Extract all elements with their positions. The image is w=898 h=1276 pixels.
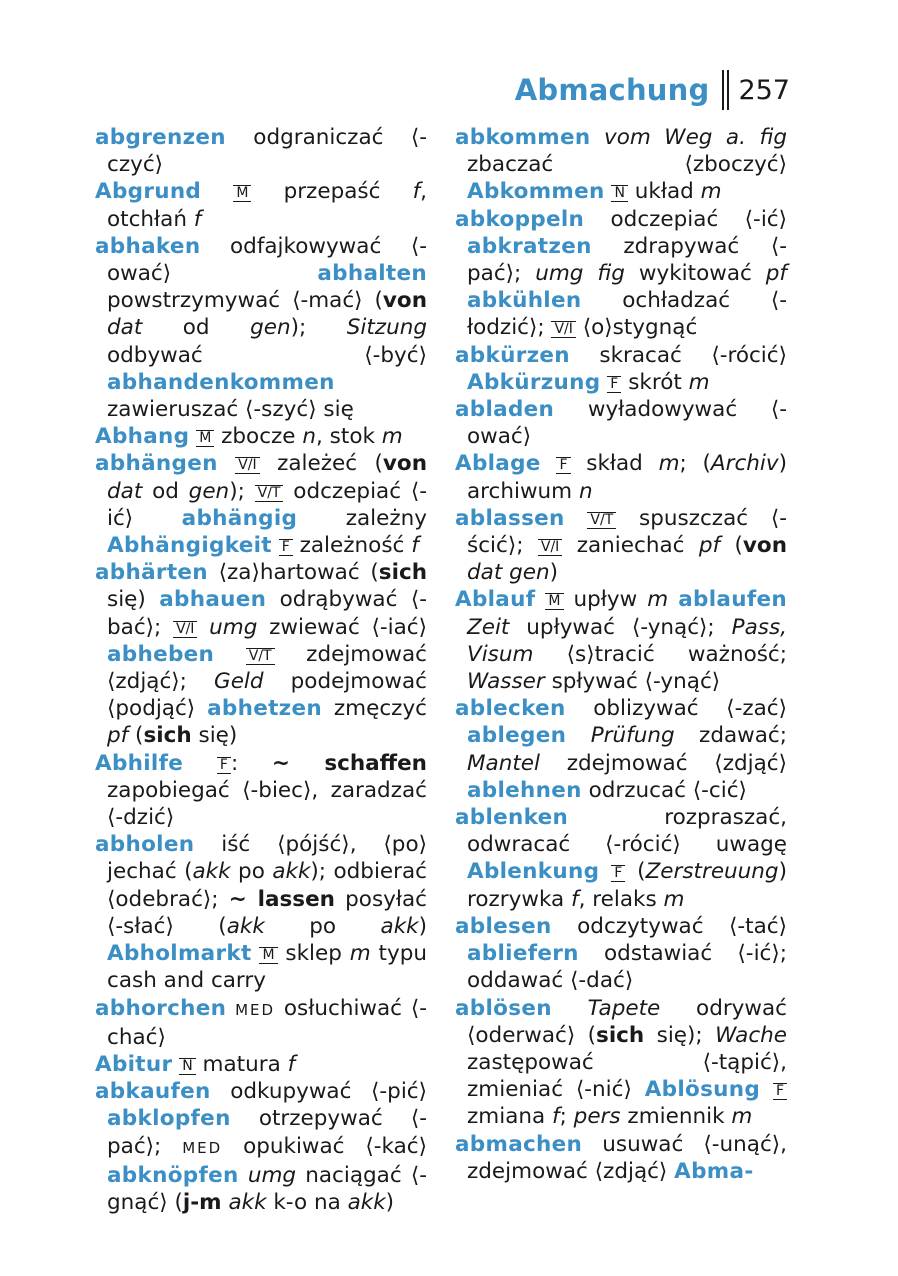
dictionary-entry — [95, 178, 427, 232]
definition-text: przepaść — [251, 179, 413, 205]
definition-text: sklep — [277, 941, 350, 967]
definition-text: zmiennik — [620, 1104, 732, 1130]
headword: abliefern — [467, 941, 579, 967]
headword: ablegen — [467, 723, 567, 749]
italic-text: umg — [247, 1162, 297, 1188]
italic-text: f — [412, 179, 421, 205]
dictionary-entry — [455, 1131, 787, 1185]
headword: abhauen — [159, 587, 267, 613]
italic-text: Zerstreuung — [645, 859, 779, 885]
headword: abknöpfen — [107, 1162, 239, 1188]
italic-text: n — [578, 478, 593, 504]
definition-text: zdejmować ⟨zdjąć⟩ — [539, 750, 787, 776]
definition-text: zbaczać ⟨zboczyć⟩ — [467, 152, 787, 178]
headword: abhetzen — [207, 696, 322, 722]
headword: abheben — [107, 641, 215, 667]
italic-text: pf — [765, 261, 787, 287]
grammar-box: M — [196, 430, 214, 447]
bold-text: ~ schaffen — [271, 750, 427, 776]
definition-text: wykitować — [624, 261, 766, 287]
definition-text: , relaks — [578, 886, 664, 912]
italic-text: Wasser — [467, 669, 545, 695]
definition-text: powstrzymywać ⟨-mać⟩ ( — [107, 288, 383, 314]
definition-text — [172, 1052, 179, 1077]
definition-text — [600, 370, 607, 395]
definition-text: się); — [644, 1022, 716, 1048]
bold-text: j-m — [182, 1189, 222, 1215]
definition-text: upływać ⟨-ynąć⟩; — [509, 614, 732, 640]
headword: Ablenkung — [467, 859, 600, 885]
headword: Abkürzung — [467, 369, 601, 395]
dictionary-entry — [95, 995, 427, 1051]
definition-text: zmęczyć — [321, 696, 427, 722]
grammar-box: V/T — [587, 512, 616, 529]
definition-text — [605, 179, 612, 204]
definition-text: odczytywać ⟨-tać⟩ — [551, 913, 787, 939]
bold-text: sich — [378, 560, 427, 586]
italic-text: akk — [226, 913, 265, 939]
dictionary-entry — [95, 831, 427, 994]
grammar-box: V/I — [173, 621, 197, 638]
definition-text: zwiewać ⟨-iać⟩ — [257, 614, 427, 640]
italic-text: umg — [209, 614, 258, 640]
italic-text: f — [571, 886, 579, 912]
italic-text: m — [663, 886, 685, 912]
definition-text: zależność — [292, 533, 412, 559]
definition-text — [189, 424, 196, 449]
grammar-box: F — [217, 757, 231, 774]
definition-text: ; ( — [679, 451, 711, 477]
definition-text — [599, 859, 611, 884]
bold-text: ~ lassen — [228, 886, 335, 912]
definition-text: się) — [107, 587, 160, 613]
dictionary-entry — [455, 586, 787, 695]
definition-text: usuwać ⟨-unąć⟩, zdejmować ⟨zdjąć⟩ — [467, 1131, 787, 1184]
headword: abkommen — [455, 125, 591, 150]
definition-text: odczepiać ⟨-ić⟩ — [584, 206, 787, 232]
headword: Ablage — [455, 451, 541, 477]
bold-text: sich — [596, 1022, 645, 1048]
header-divider — [722, 70, 729, 110]
dictionary-entry — [455, 124, 787, 206]
definition-text: skład — [570, 451, 659, 477]
dictionary-entry — [455, 396, 787, 450]
definition-text: po — [264, 913, 381, 939]
definition-text: zmiana — [467, 1104, 553, 1130]
definition-text: ; — [559, 1104, 574, 1130]
definition-text: zdrapywać ⟨-pać⟩; — [467, 233, 787, 287]
italic-text: akk — [192, 859, 231, 885]
headword: Abhängigkeit — [107, 533, 272, 559]
headword: ablenken — [455, 805, 569, 831]
grammar-box: F — [556, 457, 570, 474]
italic-text: Prüfung — [590, 723, 675, 749]
grammar-box: V/I — [235, 457, 259, 474]
italic-text: f — [552, 1104, 560, 1130]
headword: ablaufen — [678, 587, 787, 613]
definition-text: odstawiać ⟨-ić⟩; oddawać ⟨-dać⟩ — [467, 941, 787, 994]
headword: abkürzen — [455, 342, 570, 368]
headword: abkoppeln — [455, 206, 585, 232]
headword: ablassen — [455, 505, 565, 531]
italic-text: vom Weg a. fig — [603, 125, 787, 150]
italic-text: akk — [380, 913, 419, 939]
definition-text — [226, 996, 235, 1021]
definition-text — [218, 451, 235, 476]
headword: Abgrund — [95, 179, 202, 205]
dictionary-entry — [95, 450, 427, 559]
italic-text: pers — [573, 1104, 621, 1130]
headword: Abhang — [95, 424, 190, 450]
definition-text: ) rozrywka — [467, 859, 787, 912]
definition-text: ) archiwum — [467, 451, 787, 504]
definition-text: odrzucać ⟨-cić⟩ — [581, 777, 747, 803]
dictionary-entry — [455, 342, 787, 396]
headword: abmachen — [455, 1131, 583, 1157]
definition-text: zdejmować ⟨zdjąć⟩; — [107, 641, 427, 695]
headword: abhandenkommen — [107, 369, 335, 395]
italic-text: f — [193, 206, 202, 232]
definition-text: skracać ⟨-rócić⟩ — [569, 342, 787, 368]
definition-text: układ — [627, 179, 701, 205]
italic-text: m — [731, 1104, 753, 1130]
headword: Abma- — [674, 1158, 754, 1184]
definition-text — [566, 723, 590, 748]
definition-text: zdawać; — [674, 723, 787, 749]
definition-text: odrąbywać ⟨-bać⟩; — [107, 587, 427, 640]
italic-text: f — [411, 533, 419, 559]
definition-text — [214, 642, 246, 667]
definition-text — [197, 615, 209, 640]
definition-text: zawieruszać ⟨-szyć⟩ się — [107, 397, 354, 423]
dictionary-entry — [455, 505, 787, 587]
definition-text: ) — [549, 560, 558, 586]
dictionary-entry — [455, 206, 787, 342]
page-number: 257 — [738, 74, 790, 106]
dictionary-entry — [95, 750, 427, 832]
definition-text: odgraniczać ⟨-czyć⟩ — [107, 125, 427, 178]
definition-text: otrzepywać ⟨-pać⟩; — [107, 1106, 427, 1159]
definition-text: osłuchiwać ⟨-chać⟩ — [107, 995, 427, 1050]
definition-text — [239, 1163, 248, 1188]
definition-text — [183, 751, 217, 776]
running-headword: Abmachung — [514, 73, 710, 107]
italic-text: umg fig — [535, 261, 625, 287]
definition-text — [565, 506, 588, 531]
definition-text: rozpraszać, odwracać ⟨-rócić⟩ uwagę — [467, 805, 787, 858]
italic-text: m — [381, 424, 403, 450]
headword: Abitur — [95, 1051, 173, 1077]
definition-text: po — [230, 859, 273, 885]
definition-text: skrót — [621, 369, 689, 395]
italic-text: pf — [107, 723, 129, 749]
definition-text: : — [230, 750, 272, 776]
definition-text: opukiwać ⟨-kać⟩ — [222, 1133, 428, 1159]
definition-text: odbywać ⟨-być⟩ — [107, 342, 427, 368]
dictionary-entry — [95, 1051, 427, 1078]
italic-text: Sitzung — [346, 315, 427, 341]
headword: abhorchen — [95, 995, 227, 1021]
definition-text: , otchłań — [107, 179, 427, 232]
grammar-box: M — [259, 947, 277, 964]
definition-text: zaniechać — [562, 533, 699, 559]
italic-text: Tapete — [587, 995, 661, 1021]
italic-text: m — [349, 941, 371, 967]
bold-text: von — [382, 451, 427, 477]
definition-text: zależeć ( — [259, 451, 383, 477]
italic-text: dat — [107, 478, 143, 504]
definition-text: ); — [290, 315, 347, 341]
dictionary-column-left — [95, 124, 427, 1216]
italic-text: akk — [347, 1189, 386, 1215]
grammar-box: V/T — [246, 648, 275, 665]
definition-text: typu cash and carry — [107, 941, 427, 994]
bold-text: von — [382, 288, 427, 314]
grammar-box: F — [607, 376, 621, 393]
headword: Ablauf — [455, 587, 536, 613]
dictionary-entry — [455, 995, 787, 1131]
italic-text: dat gen — [467, 560, 550, 586]
headword: Abhilfe — [95, 750, 184, 776]
definition-text: od — [142, 315, 251, 341]
italic-text: m — [700, 179, 722, 205]
definition-text: ) — [385, 1189, 395, 1215]
headword: abladen — [455, 397, 555, 423]
bold-text: von — [742, 533, 787, 559]
italic-text: gen — [250, 315, 291, 341]
definition-text — [272, 533, 279, 558]
grammar-box: V/T — [255, 485, 284, 502]
definition-text: spływać ⟨-ynąć⟩ — [544, 669, 721, 695]
dictionary-entry — [455, 695, 787, 804]
definition-text: ); — [229, 478, 255, 504]
dictionary-entry — [95, 233, 427, 423]
italic-text: m — [658, 451, 680, 477]
grammar-box: N — [611, 185, 627, 202]
definition-text: ( — [625, 859, 646, 885]
definition-text: odfajkowywać ⟨-ować⟩ — [107, 233, 427, 287]
definition-text: ⟨za⟩hartować ( — [207, 560, 379, 586]
italic-text: m — [647, 587, 669, 613]
definition-text: , stok — [316, 424, 382, 450]
headword: Abholmarkt — [107, 941, 252, 967]
dictionary-entry — [95, 423, 427, 450]
dictionary-entry — [455, 804, 787, 913]
label-abbrev: MED — [235, 1000, 276, 1019]
italic-text: pf — [698, 533, 721, 559]
definition-text — [590, 125, 604, 150]
italic-text: akk — [228, 1189, 267, 1215]
headword: abholen — [95, 832, 195, 858]
headword: ablesen — [455, 913, 552, 939]
definition-text: odrywać ⟨oderwać⟩ ( — [467, 995, 787, 1048]
definition-text: zastępować ⟨-tąpić⟩, zmieniać ⟨-nić⟩ — [467, 1049, 787, 1103]
definition-text — [252, 941, 260, 966]
headword: ablösen — [455, 995, 552, 1021]
definition-text: od — [142, 478, 189, 504]
dictionary-entry — [95, 1078, 427, 1216]
grammar-box: F — [279, 539, 293, 556]
label-abbrev: MED — [182, 1138, 223, 1157]
headword: abklopfen — [107, 1106, 231, 1132]
definition-text — [201, 179, 233, 204]
headword: abkaufen — [95, 1079, 211, 1105]
headword: abhängen — [95, 451, 218, 477]
italic-text: n — [302, 424, 317, 450]
definition-text: ⟨o⟩stygnąć — [575, 315, 698, 341]
grammar-box: V/I — [538, 539, 562, 556]
grammar-box: F — [611, 865, 625, 882]
dictionary-entry — [95, 559, 427, 749]
definition-text: posyłać ⟨-słać⟩ ( — [107, 886, 427, 939]
italic-text: Wache — [715, 1022, 787, 1048]
headword: ablecken — [455, 696, 566, 722]
definition-text: odczepiać ⟨-ić⟩ — [107, 478, 427, 531]
headword: abgrenzen — [95, 125, 226, 150]
definition-text: ); odbierać ⟨odebrać⟩; — [107, 859, 427, 912]
headword: abhängig — [181, 505, 298, 531]
definition-text: ) — [418, 913, 427, 939]
definition-text: spuszczać ⟨-ścić⟩; — [467, 505, 787, 559]
definition-text: iść ⟨pójść⟩, ⟨po⟩jechać ( — [107, 832, 427, 885]
italic-text: f — [287, 1051, 296, 1077]
running-header — [515, 66, 790, 114]
dictionary-entry — [455, 913, 787, 995]
definition-text: zbocze — [214, 424, 303, 450]
headword: ablehnen — [467, 777, 582, 803]
headword: abhaken — [95, 233, 201, 259]
definition-text — [535, 587, 545, 612]
grammar-box: M — [233, 185, 251, 202]
definition-text: się) — [191, 723, 238, 749]
definition-text: odkupywać ⟨-pić⟩ — [210, 1079, 427, 1105]
grammar-box: F — [773, 1083, 787, 1100]
italic-text: m — [688, 369, 710, 395]
italic-text: Mantel — [467, 750, 540, 776]
headword: abhalten — [317, 261, 427, 287]
definition-text: podejmować ⟨podjąć⟩ — [107, 669, 427, 722]
definition-text — [552, 996, 588, 1021]
definition-text — [541, 451, 557, 476]
definition-text: upływ — [563, 587, 648, 613]
headword: abkühlen — [467, 288, 582, 314]
definition-text: k-o na — [266, 1189, 348, 1215]
headword: abkratzen — [467, 233, 592, 259]
italic-text: Geld — [214, 669, 264, 695]
dictionary-entry — [455, 450, 787, 504]
italic-text: Zeit — [467, 614, 510, 640]
definition-text: ( — [720, 533, 743, 559]
italic-text: Archiv — [710, 451, 779, 477]
definition-text: matura — [195, 1051, 288, 1077]
definition-text: ⟨s⟩tracić ważność; — [533, 641, 787, 667]
definition-text: zależny — [297, 505, 427, 531]
definition-text: ( — [128, 723, 144, 749]
definition-text — [668, 587, 678, 612]
italic-text: akk — [272, 859, 311, 885]
definition-text: wyładowywać ⟨-ować⟩ — [467, 397, 787, 450]
definition-text — [760, 1077, 773, 1102]
grammar-box: V/I — [551, 321, 575, 338]
definition-text: zapobiegać ⟨-biec⟩, zaradzać ⟨-dzić⟩ — [107, 777, 427, 831]
headword: Ablösung — [644, 1077, 761, 1103]
headword: Abkommen — [467, 179, 605, 205]
definition-text: oblizywać ⟨-zać⟩ — [565, 696, 787, 722]
definition-text: ochładzać ⟨-łodzić⟩; — [467, 288, 787, 341]
italic-text: dat — [107, 315, 143, 341]
dictionary-column-right — [455, 124, 787, 1185]
grammar-box: N — [179, 1058, 195, 1075]
grammar-box: M — [545, 593, 563, 610]
definition-text: naciągać ⟨-gnąć⟩ ( — [107, 1162, 427, 1215]
italic-text: Pass, Visum — [467, 614, 787, 667]
italic-text: gen — [188, 478, 230, 504]
dictionary-entry — [95, 124, 427, 178]
headword: abhärten — [95, 560, 208, 586]
bold-text: sich — [143, 723, 192, 749]
